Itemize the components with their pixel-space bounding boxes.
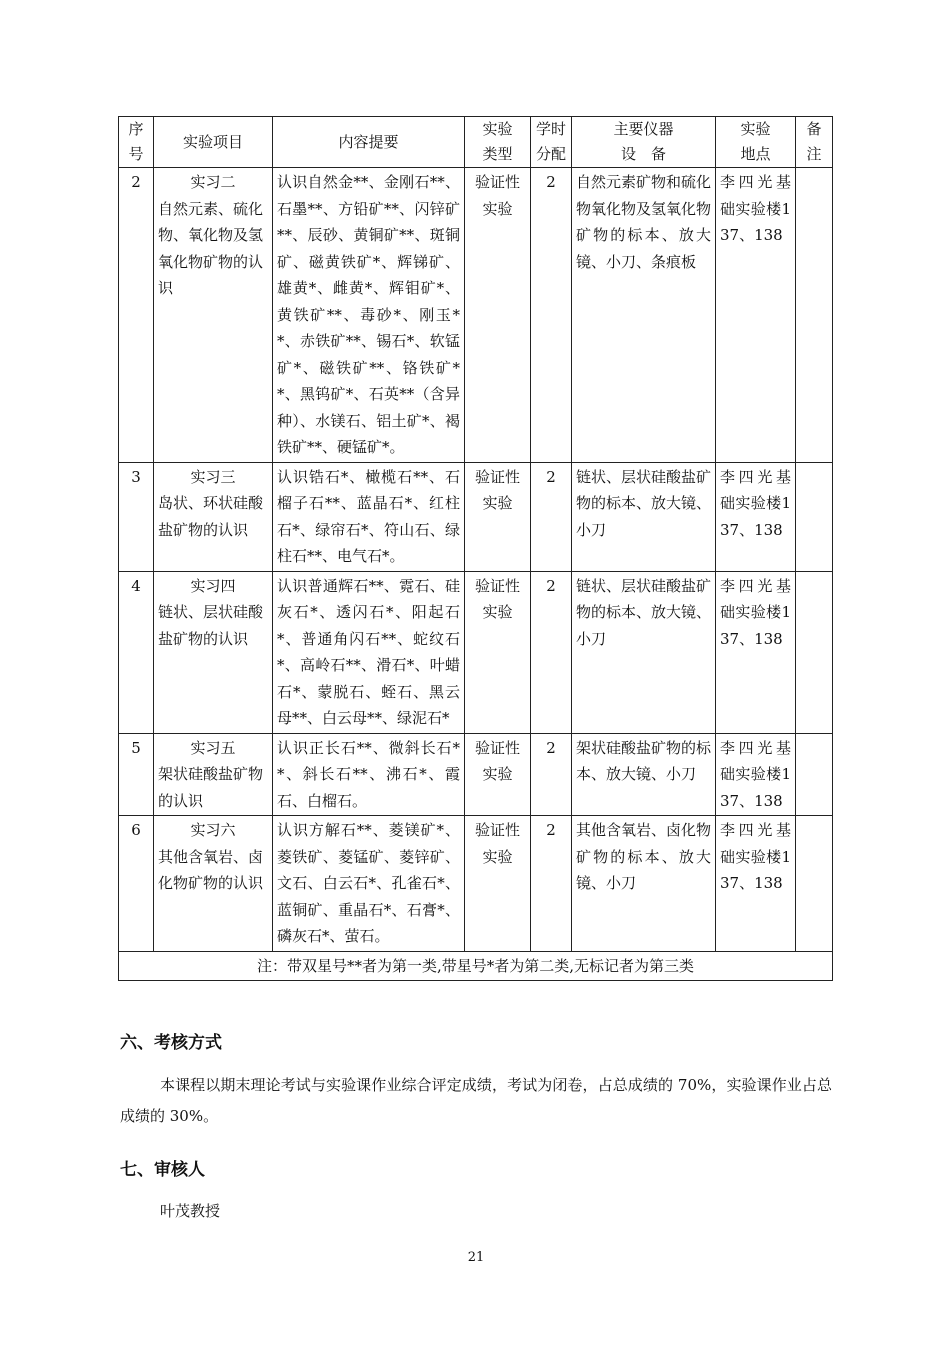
row-content: 认识正长石**、微斜长石**、斜长石**、沸石*、霞石、白榴石。	[273, 733, 465, 816]
row-type: 验证性实验	[465, 168, 531, 463]
row-project	[154, 733, 273, 816]
row-title: 实习五	[190, 738, 236, 757]
row-hours: 2	[531, 571, 572, 733]
row-type: 验证性实验	[465, 733, 531, 816]
row-type: 验证性实验	[465, 571, 531, 733]
row-project	[154, 462, 273, 571]
row-equipment: 链状、层状硅酸盐矿物的标本、放大镜、小刀	[572, 462, 716, 571]
table-row	[119, 571, 833, 733]
row-content: 认识锆石*、橄榄石**、石榴子石**、蓝晶石*、红柱石*、绿帘石*、符山石、绿柱石**、电气石*。	[273, 462, 465, 571]
table-header-row	[119, 117, 833, 168]
header-seq: 序 号	[119, 117, 154, 168]
header-equipment: 主要仪器 设 备	[572, 117, 716, 168]
row-remark	[796, 168, 833, 463]
header-type: 实验 类型	[465, 117, 531, 168]
reviewer-name: 叶茂教授	[160, 1202, 221, 1220]
row-equipment: 链状、层状硅酸盐矿物的标本、放大镜、小刀	[572, 571, 716, 733]
row-title: 实习三	[190, 467, 236, 486]
row-equipment: 自然元素矿物和硫化物氧化物及氢氧化物矿物的标本、放大镜、小刀、条痕板	[572, 168, 716, 463]
row-hours: 2	[531, 462, 572, 571]
header-content: 内容提要	[273, 117, 465, 168]
table-row	[119, 733, 833, 816]
row-project	[154, 168, 273, 463]
row-project	[154, 816, 273, 952]
row-project	[154, 571, 273, 733]
row-subtitle: 架状硅酸盐矿物的认识	[158, 765, 264, 810]
row-seq: 3	[119, 462, 154, 571]
table-row	[119, 168, 833, 463]
row-location: 李四光基础实验楼137、138	[716, 733, 796, 816]
row-equipment: 其他含氧岩、卤化物矿物的标本、放大镜、小刀	[572, 816, 716, 952]
header-remark: 备 注	[796, 117, 833, 168]
table-note: 注：带双星号**者为第一类,带星号*者为第二类,无标记者为第三类	[119, 951, 833, 981]
row-content: 认识自然金**、金刚石**、石墨**、方铅矿**、闪锌矿**、辰砂、黄铜矿**、斑铜矿、磁黄铁矿*、辉锑矿、雄黄*、雌黄*、辉钼矿*、黄铁矿**、毒砂*、刚玉**、赤铁矿**、锡石*、软锰矿*、磁铁矿**、铬铁矿**、黑钨矿*、石英**（含异种）、水镁石、铝土矿*、褐铁矿**、硬锰矿*。	[273, 168, 465, 463]
row-subtitle: 链状、层状硅酸盐矿物的认识	[158, 603, 264, 648]
experiment-table	[118, 116, 833, 981]
table-note-row	[119, 951, 833, 981]
row-content: 认识普通辉石**、霓石、硅灰石*、透闪石*、阳起石*、普通角闪石**、蛇纹石*、高岭石**、滑石*、叶蜡石*、蒙脱石、蛭石、黑云母**、白云母**、绿泥石*	[273, 571, 465, 733]
row-location: 李四光基础实验楼137、138	[716, 571, 796, 733]
row-title: 实习四	[190, 576, 236, 595]
row-remark	[796, 571, 833, 733]
section6-heading: 六、考核方式	[120, 1033, 222, 1053]
row-equipment: 架状硅酸盐矿物的标本、放大镜、小刀	[572, 733, 716, 816]
row-subtitle: 自然元素、硫化物、氧化物及氢氧化物矿物的认识	[158, 199, 264, 297]
header-hours: 学时 分配	[531, 117, 572, 168]
row-hours: 2	[531, 733, 572, 816]
row-seq: 2	[119, 168, 154, 463]
row-subtitle: 岛状、环状硅酸盐矿物的认识	[158, 494, 264, 539]
table-row	[119, 462, 833, 571]
section6-body: 本课程以期末理论考试与实验课作业综合评定成绩，考试为闭卷，占总成绩的 70%，实验课作业占总成绩的 30%。	[120, 1076, 832, 1125]
row-hours: 2	[531, 168, 572, 463]
row-seq: 5	[119, 733, 154, 816]
row-remark	[796, 733, 833, 816]
row-location: 李四光基础实验楼137、138	[716, 168, 796, 463]
row-seq: 4	[119, 571, 154, 733]
row-type: 验证性实验	[465, 816, 531, 952]
row-subtitle: 其他含氧岩、卤化物矿物的认识	[158, 847, 264, 892]
row-seq: 6	[119, 816, 154, 952]
row-remark	[796, 816, 833, 952]
header-location: 实验 地点	[716, 117, 796, 168]
section7-heading: 七、审核人	[120, 1160, 205, 1180]
row-title: 实习二	[190, 173, 236, 191]
page-number: 21	[467, 1250, 485, 1265]
row-title: 实习六	[190, 821, 236, 839]
table-row	[119, 816, 833, 952]
row-location: 李四光基础实验楼137、138	[716, 816, 796, 952]
row-remark	[796, 462, 833, 571]
row-type: 验证性实验	[465, 462, 531, 571]
row-hours: 2	[531, 816, 572, 952]
row-content: 认识方解石**、菱镁矿*、菱铁矿、菱锰矿、菱锌矿、文石、白云石*、孔雀石*、蓝铜矿、重晶石*、石膏*、磷灰石*、萤石。	[273, 816, 465, 952]
header-project: 实验项目	[154, 117, 273, 168]
row-location: 李四光基础实验楼137、138	[716, 462, 796, 571]
